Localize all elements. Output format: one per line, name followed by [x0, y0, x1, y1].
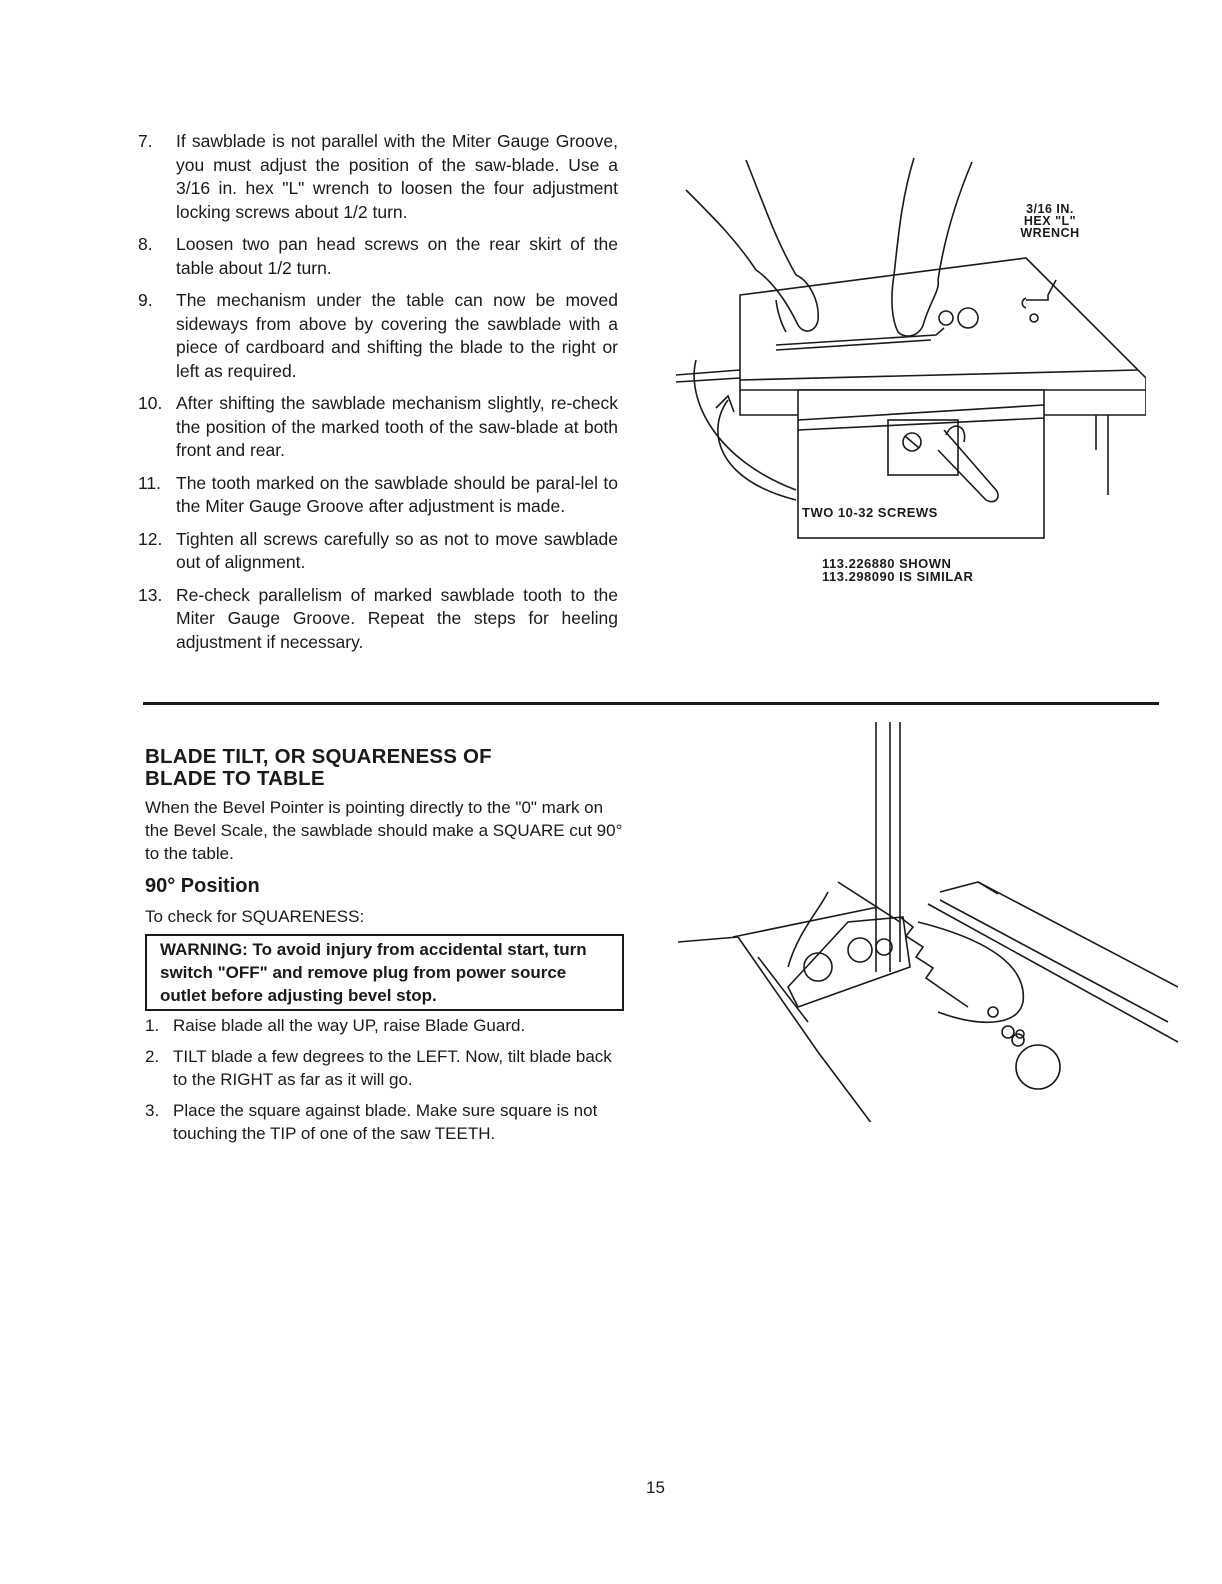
wrench-label-line: HEX "L" — [1023, 214, 1077, 228]
step-number: 11. — [138, 472, 162, 493]
section-title-line: BLADE TILT, OR SQUARENESS OF — [145, 745, 492, 768]
figure-caption — [822, 557, 973, 583]
section-title-line: BLADE TO TABLE — [145, 767, 325, 790]
step-text: Loosen two pan head screws on the rear skirt of the table about 1/2 turn. — [176, 234, 618, 278]
caption-line: 113.226880 SHOWN — [822, 556, 952, 571]
step-text: Tighten all screws carefully so as not to move sawblade out of alignment. — [176, 528, 618, 572]
step-number: 2. — [145, 1047, 160, 1066]
squareness-steps — [145, 1014, 627, 1145]
warning-box: WARNING: To avoid injury from accidental start, turn switch "OFF" and remove plug from power source outlet before adjusting bevel stop. — [145, 934, 624, 1011]
step-text: The tooth marked on the sawblade should be paral-lel to the Miter Gauge Groove after adjustment is made. — [176, 472, 618, 516]
step-number: 7. — [138, 131, 153, 151]
step-text: Re-check parallelism of marked sawblade tooth to the Miter Gauge Groove. Repeat the steps for heeling adjustment if necessary. — [176, 584, 618, 652]
step-text: TILT blade a few degrees to the LEFT. Now, tilt blade back to the RIGHT as far as it will go. — [173, 1047, 612, 1089]
step-number: 9. — [138, 290, 153, 310]
alignment-steps — [138, 130, 618, 663]
list-item — [145, 1014, 627, 1037]
step-number: 3. — [145, 1101, 160, 1120]
step-text: Raise blade all the way UP, raise Blade Guard. — [173, 1016, 526, 1035]
step-text: After shifting the sawblade mechanism slightly, re-check the position of the marked tooth of the saw-blade at both front and rear. — [176, 393, 618, 460]
section-title — [145, 746, 627, 790]
step-number: 1. — [145, 1016, 160, 1035]
step-number: 12. — [138, 528, 163, 549]
subsection-title: 90° Position — [145, 875, 260, 897]
step-text: The mechanism under the table can now be moved sideways from above by covering the sawblade with a piece of cardboard and shifting the blade to the right or left as required. — [176, 290, 618, 381]
step-text: If sawblade is not parallel with the Miter Gauge Groove, you must adjust the position of the saw-blade. Use a 3/16 in. hex "L" wrench to loosen the four adjustment locking screws about 1/2 turn. — [176, 131, 618, 222]
wrench-label-line: 3/16 IN. — [1026, 202, 1074, 216]
page-number: 15 — [646, 1478, 665, 1497]
list-item — [138, 584, 618, 655]
wrench-callout — [1008, 203, 1092, 239]
step-number: 13. — [138, 584, 163, 605]
list-item — [145, 1045, 627, 1091]
list-item — [138, 233, 618, 280]
list-item — [138, 528, 618, 575]
screws-callout: TWO 10-32 SCREWS — [802, 505, 938, 520]
list-item — [138, 130, 618, 224]
list-item — [145, 1099, 627, 1145]
wrench-label-line: WRENCH — [1020, 226, 1080, 240]
step-number: 8. — [138, 234, 153, 254]
section-divider — [143, 702, 1159, 705]
step-text: Place the square against blade. Make sure square is not touching the TIP of one of the saw TEETH. — [173, 1101, 598, 1143]
list-item — [138, 392, 618, 463]
list-item — [138, 472, 618, 519]
check-instruction: To check for SQUARENESS: — [145, 907, 365, 926]
step-number: 10. — [138, 393, 163, 413]
blade-tilt-section — [145, 746, 627, 1153]
square-against-blade-illustration — [678, 722, 1178, 1122]
section-intro: When the Bevel Pointer is pointing directly to the "0" mark on the Bevel Scale, the sawblade should make a SQUARE cut 90° to the table. — [145, 798, 623, 863]
list-item — [138, 289, 618, 383]
caption-line: 113.298090 IS SIMILAR — [822, 569, 974, 584]
